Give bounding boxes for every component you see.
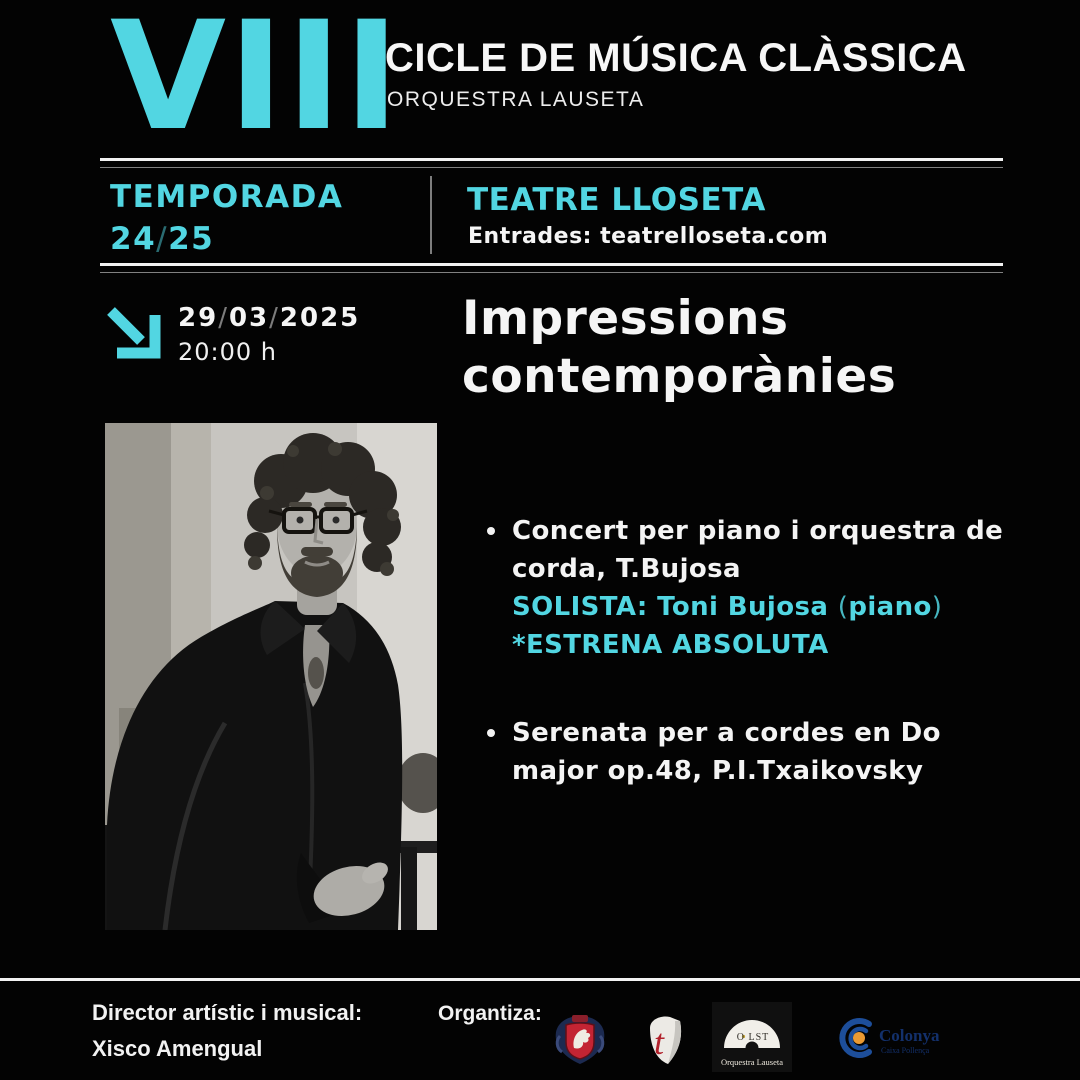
director-label: Director artístic i musical: bbox=[92, 1000, 363, 1025]
divider-top bbox=[100, 158, 1003, 168]
program-item-1 bbox=[470, 512, 1040, 664]
program-item-2 bbox=[470, 714, 1040, 790]
season-word: TEMPORADA bbox=[110, 179, 344, 215]
artist-photo bbox=[105, 423, 437, 930]
soloist-line: SOLISTA: Toni Bujosa (piano) bbox=[512, 592, 943, 622]
orquestra-caption: Orquestra Lauseta bbox=[720, 1057, 784, 1067]
orquestra-lauseta-logo bbox=[712, 1002, 792, 1076]
ajuntament-lloseta-crest-logo bbox=[552, 1014, 608, 1070]
divider-middle bbox=[100, 263, 1003, 273]
edition-number: VIII bbox=[110, 0, 402, 164]
vertical-divider bbox=[430, 176, 432, 254]
event-time: 20:00 h bbox=[178, 338, 278, 366]
season-years: 24/25 bbox=[110, 221, 215, 257]
bullet-dot bbox=[487, 729, 495, 737]
poster-title: CICLE DE MÚSICA CLÀSSICA bbox=[385, 36, 967, 80]
colonya-logo bbox=[833, 1014, 948, 1064]
piece-2-line-2: major op.48, P.I.Txaikovsky bbox=[512, 756, 924, 786]
premiere-line: *ESTRENA ABSOLUTA bbox=[512, 630, 829, 660]
venue-name: TEATRE LLOSETA bbox=[467, 182, 766, 218]
piece-1-line-1: Concert per piano i orquestra de bbox=[512, 516, 1004, 546]
colonya-tagline: Caixa Pollença bbox=[881, 1046, 930, 1055]
program-list bbox=[470, 512, 1040, 790]
event-title: Impressions contemporànies bbox=[462, 291, 897, 404]
orchestra-name: ORQUESTRA LAUSETA bbox=[387, 88, 645, 111]
colonya-wordmark: Colonya bbox=[879, 1026, 940, 1045]
orquestra-badge-text: O LST bbox=[736, 1032, 770, 1043]
director-name: Xisco Amengual bbox=[92, 1036, 263, 1061]
teatre-lloseta-logo bbox=[642, 1012, 686, 1074]
season-slash: / bbox=[156, 221, 169, 257]
bullet-dot bbox=[487, 527, 495, 535]
season-label bbox=[110, 176, 343, 260]
piece-2-line-1: Serenata per a cordes en Do bbox=[512, 718, 941, 748]
organizer-label: Organtiza: bbox=[438, 1002, 542, 1025]
divider-footer bbox=[0, 978, 1080, 981]
piece-1-line-2: corda, T.Bujosa bbox=[512, 554, 741, 584]
arrow-down-right-icon bbox=[104, 302, 166, 364]
event-date: 29/03/2025 bbox=[178, 303, 361, 333]
tickets-info: Entrades: teatrelloseta.com bbox=[468, 224, 829, 249]
svg-text:t: t bbox=[654, 1022, 665, 1062]
